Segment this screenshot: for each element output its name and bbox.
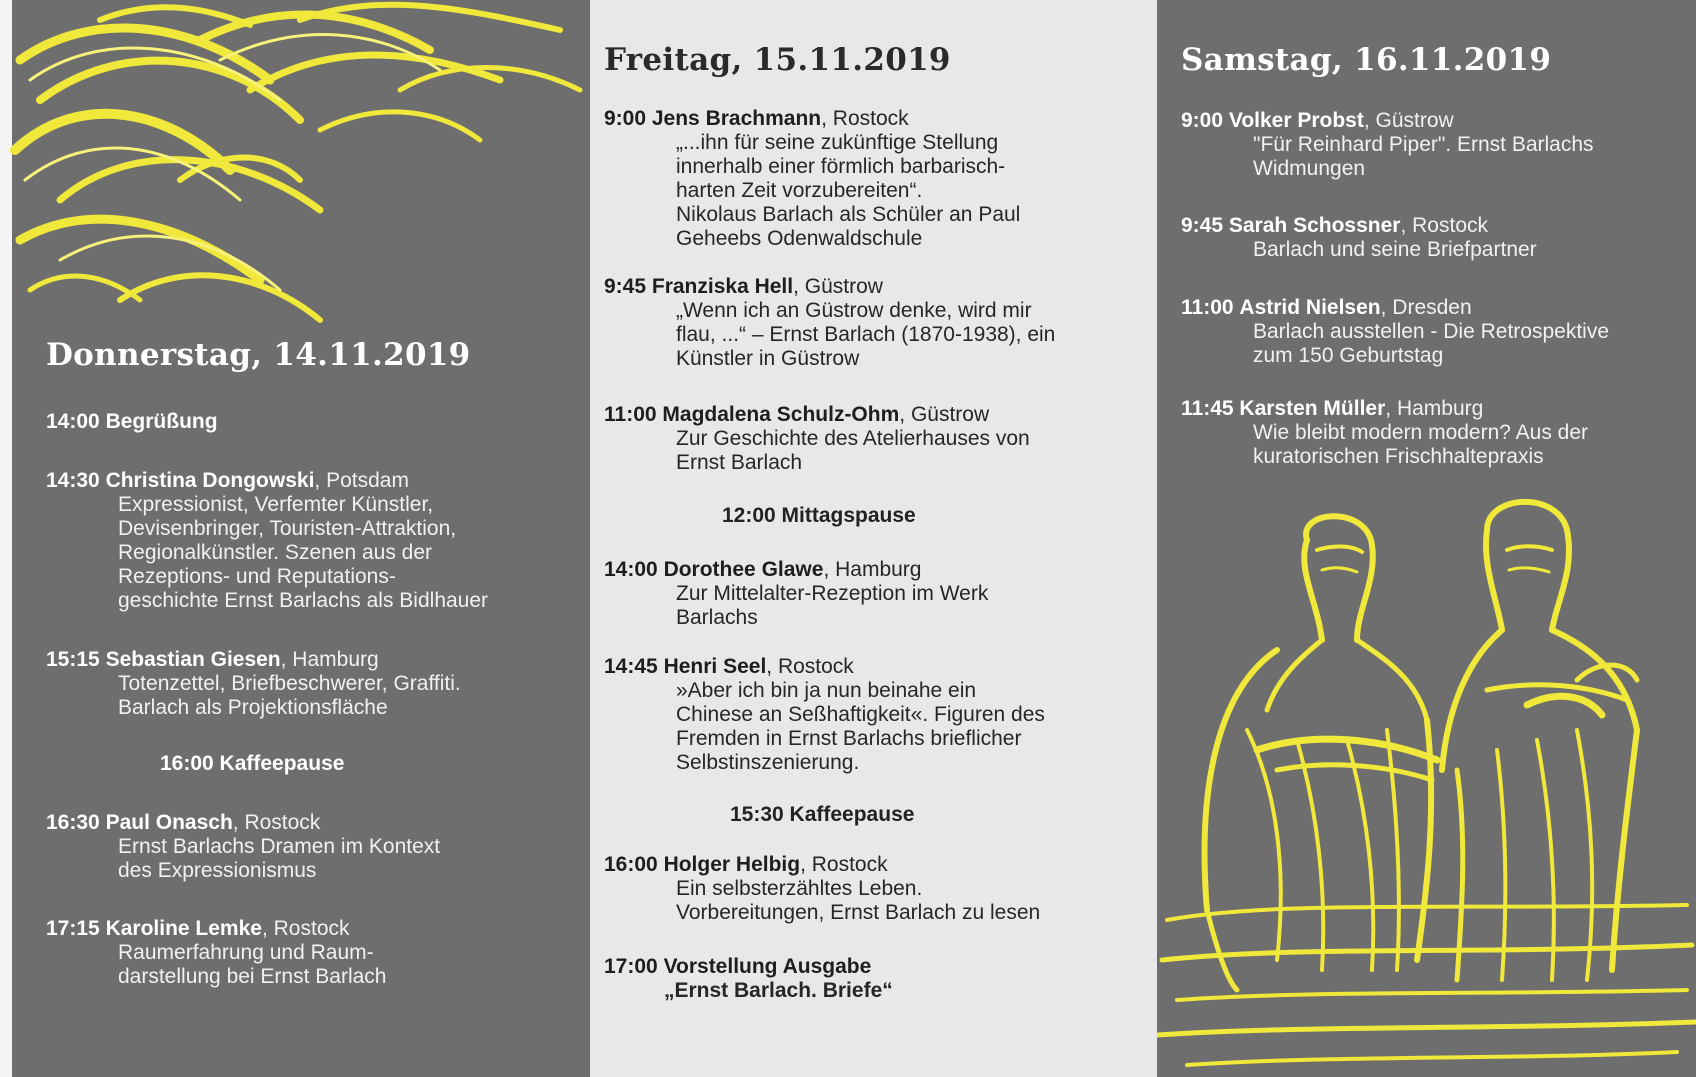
talk-time: 14:45: [604, 655, 658, 678]
list-item: [46, 811, 440, 883]
talk-time: 17:15: [46, 917, 100, 940]
talk-place: , Güstrow: [1363, 109, 1454, 132]
talk-place: , Rostock: [821, 107, 909, 130]
talk-place: , Dresden: [1380, 296, 1472, 319]
list-item: [604, 558, 988, 630]
talk-description: Barlach und seine Briefpartner: [1253, 238, 1537, 261]
talk-speaker: Sebastian Giesen: [105, 648, 281, 671]
talk-speaker: Astrid Nielsen: [1239, 296, 1381, 319]
talk-place: , Hamburg: [1385, 397, 1484, 420]
talk-description: Ein selbsterzähltes Leben. Vorbereitungen, Ernst Barlach zu lesen: [676, 877, 1041, 924]
list-item: [46, 469, 488, 613]
talk-description: Expressionist, Verfemter Künstler, Devisenbringer, Touristen-Attraktion, Regionalkünstler. Szenen aus der Rezeptions- und Reputations- geschichte Ernst Barlachs als Bidlhauer: [118, 493, 489, 612]
talk-description: „Wenn ich an Güstrow denke, wird mir flau, ...“ – Ernst Barlach (1870-1938), ein Künstler in Güstrow: [676, 299, 1056, 370]
talk-speaker: Sarah Schossner: [1228, 214, 1401, 237]
list-item: [604, 955, 893, 1003]
coffee-break: 15:30 Kaffeepause: [730, 803, 915, 826]
talk-description: Raumerfahrung und Raum- darstellung bei Ernst Barlach: [118, 941, 387, 988]
list-item: [1181, 214, 1537, 262]
talk-place: , Rostock: [232, 811, 321, 834]
talk-time: 14:30: [46, 469, 100, 492]
saturday-panel: [1157, 0, 1696, 1077]
list-item: [604, 403, 1030, 475]
talk-description: "Für Reinhard Piper". Ernst Barlachs Widmungen: [1253, 133, 1594, 180]
talk-place: , Potsdam: [314, 469, 409, 492]
list-item: [604, 275, 1055, 371]
thursday-panel: [0, 0, 590, 1077]
saturday-title: Samstag, 16.11.2019: [1181, 42, 1552, 78]
talk-time: 16:30: [46, 811, 100, 834]
talk-speaker: Paul Onasch: [105, 811, 233, 834]
thursday-title: Donnerstag, 14.11.2019: [46, 337, 471, 373]
list-item: [604, 107, 1020, 251]
talk-place: , Güstrow: [793, 275, 883, 298]
talk-speaker: Karoline Lemke: [105, 917, 262, 940]
talk-time: 11:45: [1181, 397, 1234, 420]
talk-time: 9:45: [604, 275, 647, 298]
list-item: [1181, 296, 1609, 368]
talk-time: 15:15: [46, 648, 100, 671]
list-item: [46, 410, 218, 434]
talk-speaker: Jens Brachmann: [651, 107, 822, 130]
list-item: [1181, 109, 1594, 181]
talk-description: Barlach ausstellen - Die Retrospektive zum 150 Geburtstag: [1253, 320, 1609, 367]
talk-speaker: Henri Seel: [663, 655, 767, 678]
talk-speaker: Christina Dongowski: [105, 469, 315, 492]
talk-place: , Rostock: [1400, 214, 1488, 237]
talk-description: »Aber ich bin ja nun beinahe ein Chinese an Seßhaftigkeit«. Figuren des Fremden in Ernst Barlachs brieflicher Selbstinszenierung.: [676, 679, 1045, 774]
talk-description: Zur Geschichte des Atelierhauses von Ernst Barlach: [676, 427, 1030, 474]
talk-place: , Hamburg: [280, 648, 379, 671]
list-item: [46, 648, 461, 720]
talk-time: 17:00: [604, 955, 658, 978]
talk-speaker: Begrüßung: [105, 410, 218, 433]
talk-description: Wie bleibt modern modern? Aus der kuratorischen Frischhaltepraxis: [1253, 421, 1589, 468]
talk-speaker: Volker Probst: [1228, 109, 1364, 132]
page-edge: [0, 0, 12, 1077]
talk-speaker: Magdalena Schulz-Ohm: [662, 403, 900, 426]
friday-title: Freitag, 15.11.2019: [604, 42, 951, 78]
talk-speaker: Franziska Hell: [651, 275, 794, 298]
talk-time: 9:00: [1181, 109, 1224, 132]
list-item: [604, 853, 1040, 925]
talk-time: 11:00: [604, 403, 657, 426]
coffee-break: 16:00 Kaffeepause: [160, 752, 345, 775]
talk-description: Totenzettel, Briefbeschwerer, Graffiti. Barlach als Projektionsfläche: [118, 672, 461, 719]
talk-place: , Hamburg: [823, 558, 922, 581]
talk-description: Zur Mittelalter-Rezeption im Werk Barlachs: [676, 582, 989, 629]
talk-speaker: Vorstellung Ausgabe: [663, 955, 872, 978]
friday-panel: [590, 0, 1157, 1077]
talk-place: , Rostock: [800, 853, 888, 876]
talk-time: 14:00: [46, 410, 100, 433]
talk-time: 9:45: [1181, 214, 1224, 237]
talk-place: , Rostock: [766, 655, 854, 678]
talk-time: 11:00: [1181, 296, 1234, 319]
yellow-brushstroke-decoration: [0, 0, 590, 340]
talk-time: 14:00: [604, 558, 658, 581]
talk-description: „Ernst Barlach. Briefe“: [664, 979, 893, 1002]
talk-description: „...ihn für seine zukünftige Stellung innerhalb einer förmlich barbarisch- harten Zeit vorzubereiten“. Nikolaus Barlach als Schüler an Paul Geheebs Odenwaldschule: [676, 131, 1021, 250]
talk-place: , Rostock: [261, 917, 350, 940]
talk-speaker: Dorothee Glawe: [663, 558, 824, 581]
talk-description: Ernst Barlachs Dramen im Kontext des Expressionismus: [118, 835, 441, 882]
talk-speaker: Holger Helbig: [663, 853, 801, 876]
talk-time: 16:00: [604, 853, 658, 876]
list-item: [604, 655, 1045, 775]
talk-place: , Güstrow: [899, 403, 990, 426]
list-item: [46, 917, 386, 989]
talk-speaker: Karsten Müller: [1239, 397, 1386, 420]
yellow-sketch-figures-illustration: [1157, 490, 1696, 1077]
talk-time: 9:00: [604, 107, 647, 130]
lunch-break: 12:00 Mittagspause: [722, 504, 916, 527]
list-item: [1181, 397, 1588, 469]
